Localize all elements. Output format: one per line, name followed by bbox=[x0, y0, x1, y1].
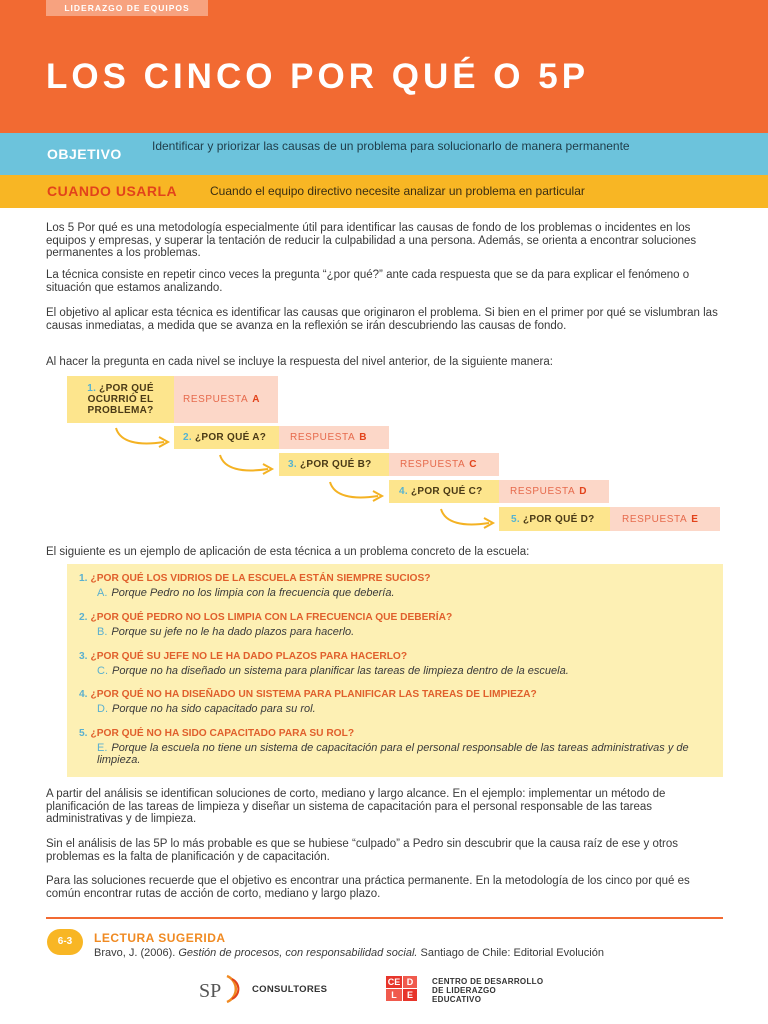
when-to-use-band bbox=[0, 175, 768, 208]
svg-text:SP: SP bbox=[199, 980, 222, 1002]
curved-arrow-icon bbox=[112, 424, 176, 450]
paragraph-levels: Al hacer la pregunta en cada nivel se incluye la respuesta del nivel anterior, de la siguiente manera: bbox=[46, 356, 553, 368]
paragraph-intro: Los 5 Por qué es una metodología especialmente útil para identificar las causas de fondo de los problemas o incidentes en los equipos y empresas, y superar la tentación de reducir la culpabilidad a una persona. Además, se orienta a encontrar soluciones permanentes a los problemas. bbox=[46, 222, 697, 259]
paragraph-blame: Sin el análisis de las 5P lo más probable es que se hubiese “culpado” a Pedro sin descubrir que la causa raíz de ese y otros problemas es la falta de planificación y de capacitación. bbox=[46, 838, 679, 863]
curved-arrow-icon bbox=[326, 478, 390, 504]
example-answer: B. Porque su jefe no le ha dado plazos para hacerlo. bbox=[97, 626, 355, 638]
example-box bbox=[67, 564, 723, 777]
example-question: 2. ¿POR QUÉ PEDRO NO LOS LIMPIA CON LA FRECUENCIA QUE DEBERÍA? bbox=[79, 612, 453, 623]
suggested-reading-title: LECTURA SUGERIDA bbox=[94, 931, 226, 945]
header-band bbox=[0, 0, 768, 133]
curved-arrow-icon bbox=[437, 505, 501, 531]
example-answer: E. Porque la escuela no tiene un sistema de capacitación para el personal responsable de las tareas administrativas y de limpieza. bbox=[97, 742, 689, 766]
when-to-use-text: Cuando el equipo directivo necesite analizar un problema en particular bbox=[210, 184, 585, 198]
cedle-name: CENTRO DE DESARROLLO DE LIDERAZGO EDUCATIVO bbox=[432, 977, 544, 1004]
step-question-4: 4. ¿POR QUÉ C? bbox=[389, 480, 499, 503]
example-item-1 bbox=[79, 573, 709, 599]
section-tag: LIDERAZGO DE EQUIPOS bbox=[46, 0, 208, 16]
paragraph-example-intro: El siguiente es un ejemplo de aplicación de esta técnica a un problema concreto de la escuela: bbox=[46, 546, 530, 558]
step-answer-4: RESPUESTA D bbox=[499, 480, 609, 503]
step-answer-5: RESPUESTA E bbox=[610, 507, 720, 531]
page-badge: 6-3 bbox=[47, 929, 83, 955]
example-answer: C. Porque no ha diseñado un sistema para planificar las tareas de limpieza dentro de la escuela. bbox=[97, 665, 569, 677]
paragraph-technique: La técnica consiste en repetir cinco veces la pregunta “¿por qué?” ante cada respuesta que se da para explicar el fenómeno o situación que estamos analizando. bbox=[46, 269, 690, 294]
step-question-2: 2. ¿POR QUÉ A? bbox=[174, 426, 279, 449]
example-answer: A. Porque Pedro no los limpia con la frecuencia que debería. bbox=[97, 587, 395, 599]
consultores-label: CONSULTORES bbox=[252, 984, 328, 995]
example-item-3 bbox=[79, 651, 709, 677]
divider bbox=[46, 917, 723, 919]
page-title: LOS CINCO POR QUÉ O 5P bbox=[46, 57, 590, 96]
step-question-3: 3. ¿POR QUÉ B? bbox=[279, 453, 389, 476]
when-to-use-label: CUANDO USARLA bbox=[47, 183, 178, 199]
step-answer-3: RESPUESTA C bbox=[389, 453, 499, 476]
objective-label: OBJETIVO bbox=[47, 146, 122, 162]
example-item-4 bbox=[79, 689, 709, 715]
objective-text: Identificar y priorizar las causas de un problema para solucionarlo de manera permanente bbox=[152, 139, 630, 153]
example-question: 3. ¿POR QUÉ SU JEFE NO LE HA DADO PLAZOS PARA HACERLO? bbox=[79, 651, 408, 662]
paragraph-objective: El objetivo al aplicar esta técnica es identificar las causas que originaron el problema. Si bien en el primer por qué se vislumbran las causas inmediatas, a medida que se avanza en la reflexión se irán descubriendo las causas de fondo. bbox=[46, 307, 718, 332]
step-answer-1: RESPUESTA A bbox=[174, 376, 278, 423]
example-question: 4. ¿POR QUÉ NO HA DISEÑADO UN SISTEMA PARA PLANIFICAR LAS TAREAS DE LIMPIEZA? bbox=[79, 689, 537, 700]
example-question: 5. ¿POR QUÉ NO HA SIDO CAPACITADO PARA SU ROL? bbox=[79, 728, 355, 739]
objective-band bbox=[0, 133, 768, 175]
example-question: 1. ¿POR QUÉ LOS VIDRIOS DE LA ESCUELA ESTÁN SIEMPRE SUCIOS? bbox=[79, 573, 431, 584]
step-question-5: 5. ¿POR QUÉ D? bbox=[499, 507, 610, 531]
paragraph-solutions: A partir del análisis se identifican soluciones de corto, mediano y largo alcance. En el ejemplo: implementar un método de planificación de las tareas de limpieza y diseñar un sistema de capacitación para el personal responsable de las tareas administrativas y de limpieza. bbox=[46, 788, 666, 825]
step-question-1: 1. ¿POR QUÉ OCURRIÓ EL PROBLEMA? bbox=[67, 376, 174, 423]
example-item-5 bbox=[79, 728, 709, 766]
example-answer: D. Porque no ha sido capacitado para su rol. bbox=[97, 703, 316, 715]
example-item-2 bbox=[79, 612, 709, 638]
paragraph-permanent: Para las soluciones recuerde que el objetivo es encontrar una práctica permanente. En la metodología de los cinco por qué es común encontrar rutas de acción de corto, mediano y largo plazo. bbox=[46, 875, 690, 900]
suggested-reading-reference: Bravo, J. (2006). Gestión de procesos, con responsabilidad social. Santiago de Chile: Editorial Evolución bbox=[94, 947, 604, 959]
curved-arrow-icon bbox=[216, 451, 280, 477]
sp-consultores-logo bbox=[197, 972, 241, 1006]
step-answer-2: RESPUESTA B bbox=[279, 426, 389, 449]
